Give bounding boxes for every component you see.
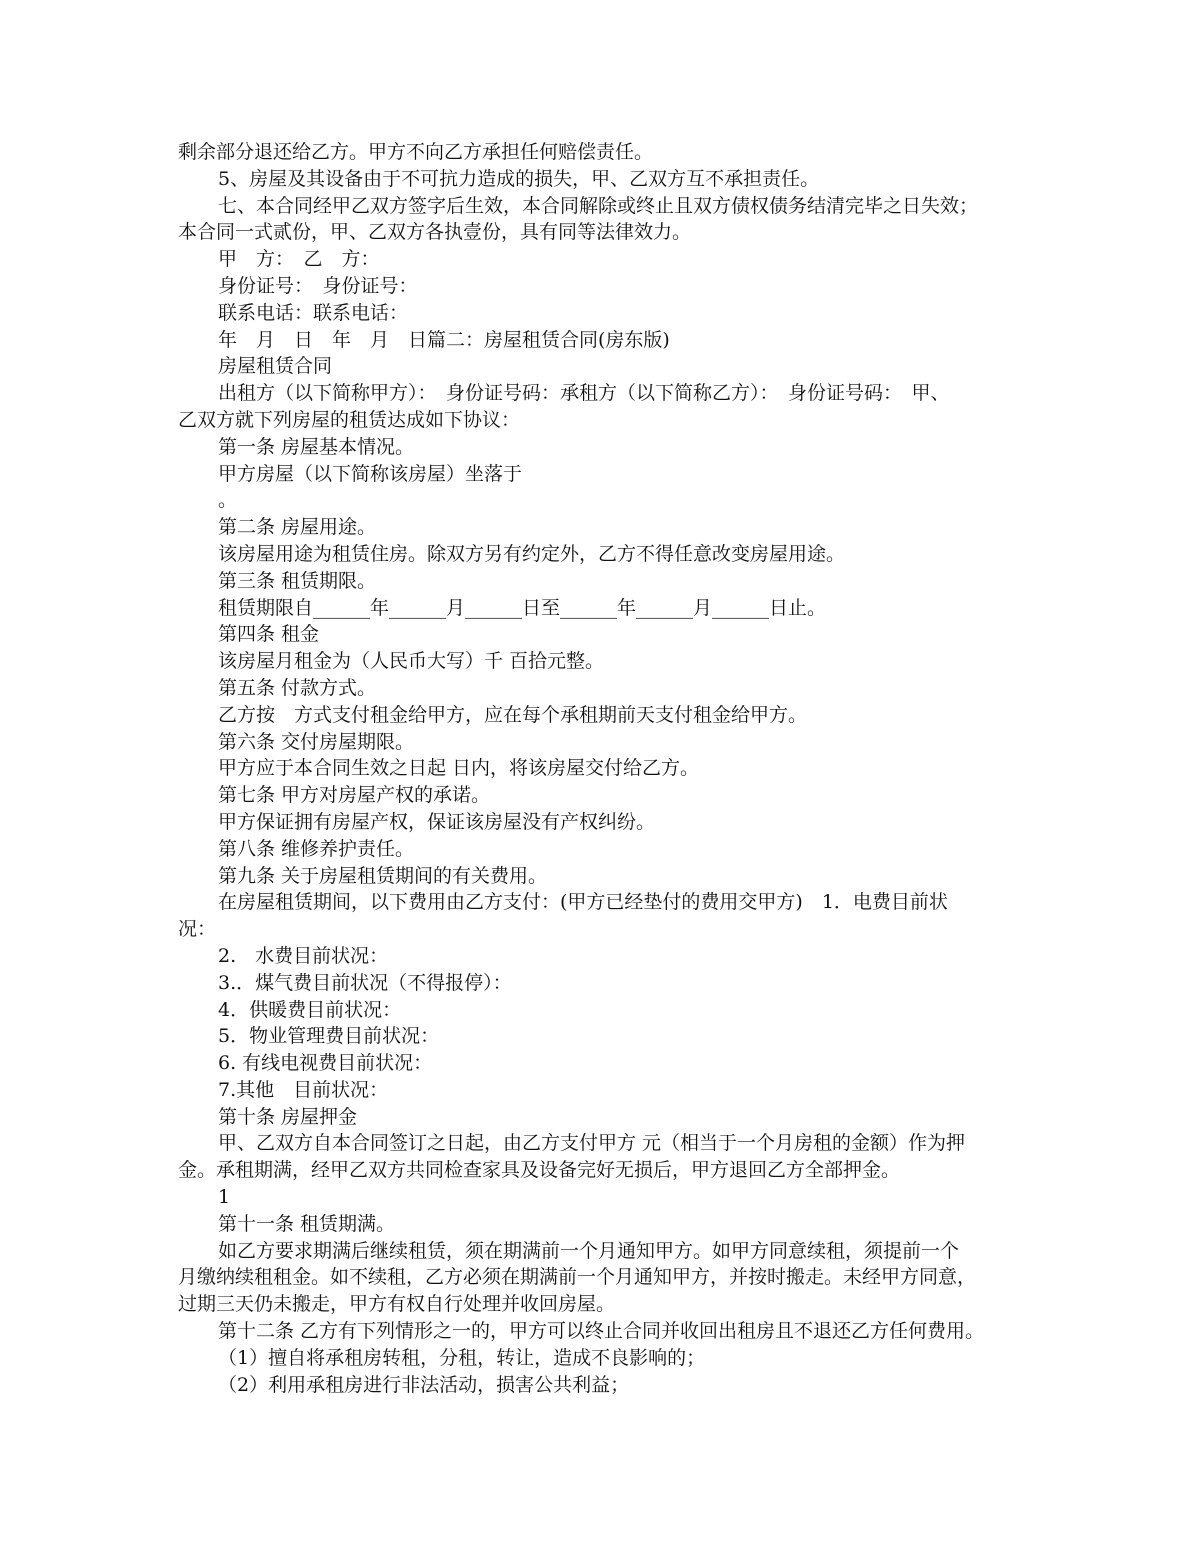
document-page xyxy=(178,139,1028,1398)
text-line: 联系电话：联系电话： xyxy=(218,301,409,324)
text-line: 6. 有线电视费目前状况： xyxy=(218,1052,433,1075)
text-line: 第九条 关于房屋租赁期间的有关费用。 xyxy=(218,864,548,887)
text-line: 房屋租赁合同 xyxy=(218,355,333,378)
text-line: 月缴纳续租租金。如不续租，乙方必须在期满前一个月通知甲方，并按时搬走。未经甲方同意， xyxy=(178,1266,977,1289)
text-line: 第二条 房屋用途。 xyxy=(218,516,377,539)
text-line: 第五条 付款方式。 xyxy=(218,676,377,699)
text-line: 甲、乙双方自本合同签订之日起，由乙方支付甲方 元（相当于一个月房租的金额）作为押 xyxy=(218,1132,966,1155)
text-line: 乙双方就下列房屋的租赁达成如下协议： xyxy=(178,408,521,431)
text-line: （1）擅自将承租房转租，分租，转让，造成不良影响的； xyxy=(218,1346,706,1369)
text-line: 第十一条 租赁期满。 xyxy=(218,1212,396,1235)
text-line: 该房屋用途为租赁住房。除双方另有约定外，乙方不得任意改变房屋用途。 xyxy=(218,542,846,565)
text-line: （2）利用承租房进行非法活动，损害公共利益； xyxy=(218,1373,630,1396)
text-line: 第十条 房屋押金 xyxy=(218,1105,358,1128)
text-line: 本合同一式贰份，甲、乙双方各执壹份，具有同等法律效力。 xyxy=(178,221,692,244)
text-line: 在房屋租赁期间，以下费用由乙方支付：(甲方已经垫付的费用交甲方) 1．电费目前状 xyxy=(218,891,948,914)
text-line: 第六条 交付房屋期限。 xyxy=(218,730,415,753)
text-line: 1 xyxy=(218,1186,231,1209)
text-line: 甲方保证拥有房屋产权，保证该房屋没有产权纠纷。 xyxy=(218,810,656,833)
text-line: 七、本合同经甲乙双方签字后生效，本合同解除或终止且双方债权债务结清完毕之日失效； xyxy=(218,194,979,217)
text-line: 过期三天仍未搬走，甲方有权自行处理并收回房屋。 xyxy=(178,1293,616,1316)
text-line: 身份证号： 身份证号： xyxy=(218,274,418,297)
text-line: 5．物业管理费目前状况： xyxy=(218,1025,440,1048)
text-line: 甲方应于本合同生效之日起 日内，将该房屋交付给乙方。 xyxy=(218,757,700,780)
text-line: 3.．煤气费目前状况（不得报停）： xyxy=(218,971,512,994)
text-line: 第一条 房屋基本情况。 xyxy=(218,435,415,458)
text-line: 第七条 甲方对房屋产权的承诺。 xyxy=(218,784,491,807)
text-line: 如乙方要求期满后继续租赁，须在期满前一个月通知甲方。如甲方同意续租，须提前一个 xyxy=(218,1239,960,1262)
text-line: 7.其他 目前状况： xyxy=(218,1078,389,1101)
text-line: 第八条 维修养护责任。 xyxy=(218,837,415,860)
text-line: 5、房屋及其设备由于不可抗力造成的损失，甲、乙双方互不承担责任。 xyxy=(218,167,820,190)
text-line: 第十二条 乙方有下列情形之一的，甲方可以终止合同并收回出租房且不退还乙方任何费用。 xyxy=(218,1320,985,1343)
text-line: 2. 水费目前状况： xyxy=(218,944,389,967)
text-line: 甲方房屋（以下简称该房屋）坐落于 xyxy=(218,462,523,485)
text-line: 剩余部分退还给乙方。甲方不向乙方承担任何赔偿责任。 xyxy=(178,141,654,163)
text-line: 年 月 日 年 月 日篇二：房屋租赁合同(房东版) xyxy=(218,328,670,351)
text-line: 金。承租期满，经甲乙双方共同检查家具及设备完好无损后，甲方退回乙方全部押金。 xyxy=(178,1159,901,1182)
text-line: 甲 方： 乙 方： xyxy=(218,248,380,271)
text-line: 。 xyxy=(218,489,238,512)
text-line: 出租方（以下简称甲方）： 身份证号码：承租方（以下简称乙方）： 身份证号码： 甲、 xyxy=(218,382,950,405)
text-line: 该房屋月租金为（人民币大写）千 百拾元整。 xyxy=(218,650,605,673)
text-line: 租赁期限自______年______月______日至______年______月______日止。 xyxy=(218,596,827,619)
text-line: 第四条 租金 xyxy=(218,623,320,646)
text-line: 第三条 租赁期限。 xyxy=(218,569,377,592)
text-line: 4．供暖费目前状况： xyxy=(218,998,402,1021)
text-line: 况： xyxy=(178,918,217,941)
text-line: 乙方按 方式支付租金给甲方，应在每个承租期前天支付租金给甲方。 xyxy=(218,703,808,726)
